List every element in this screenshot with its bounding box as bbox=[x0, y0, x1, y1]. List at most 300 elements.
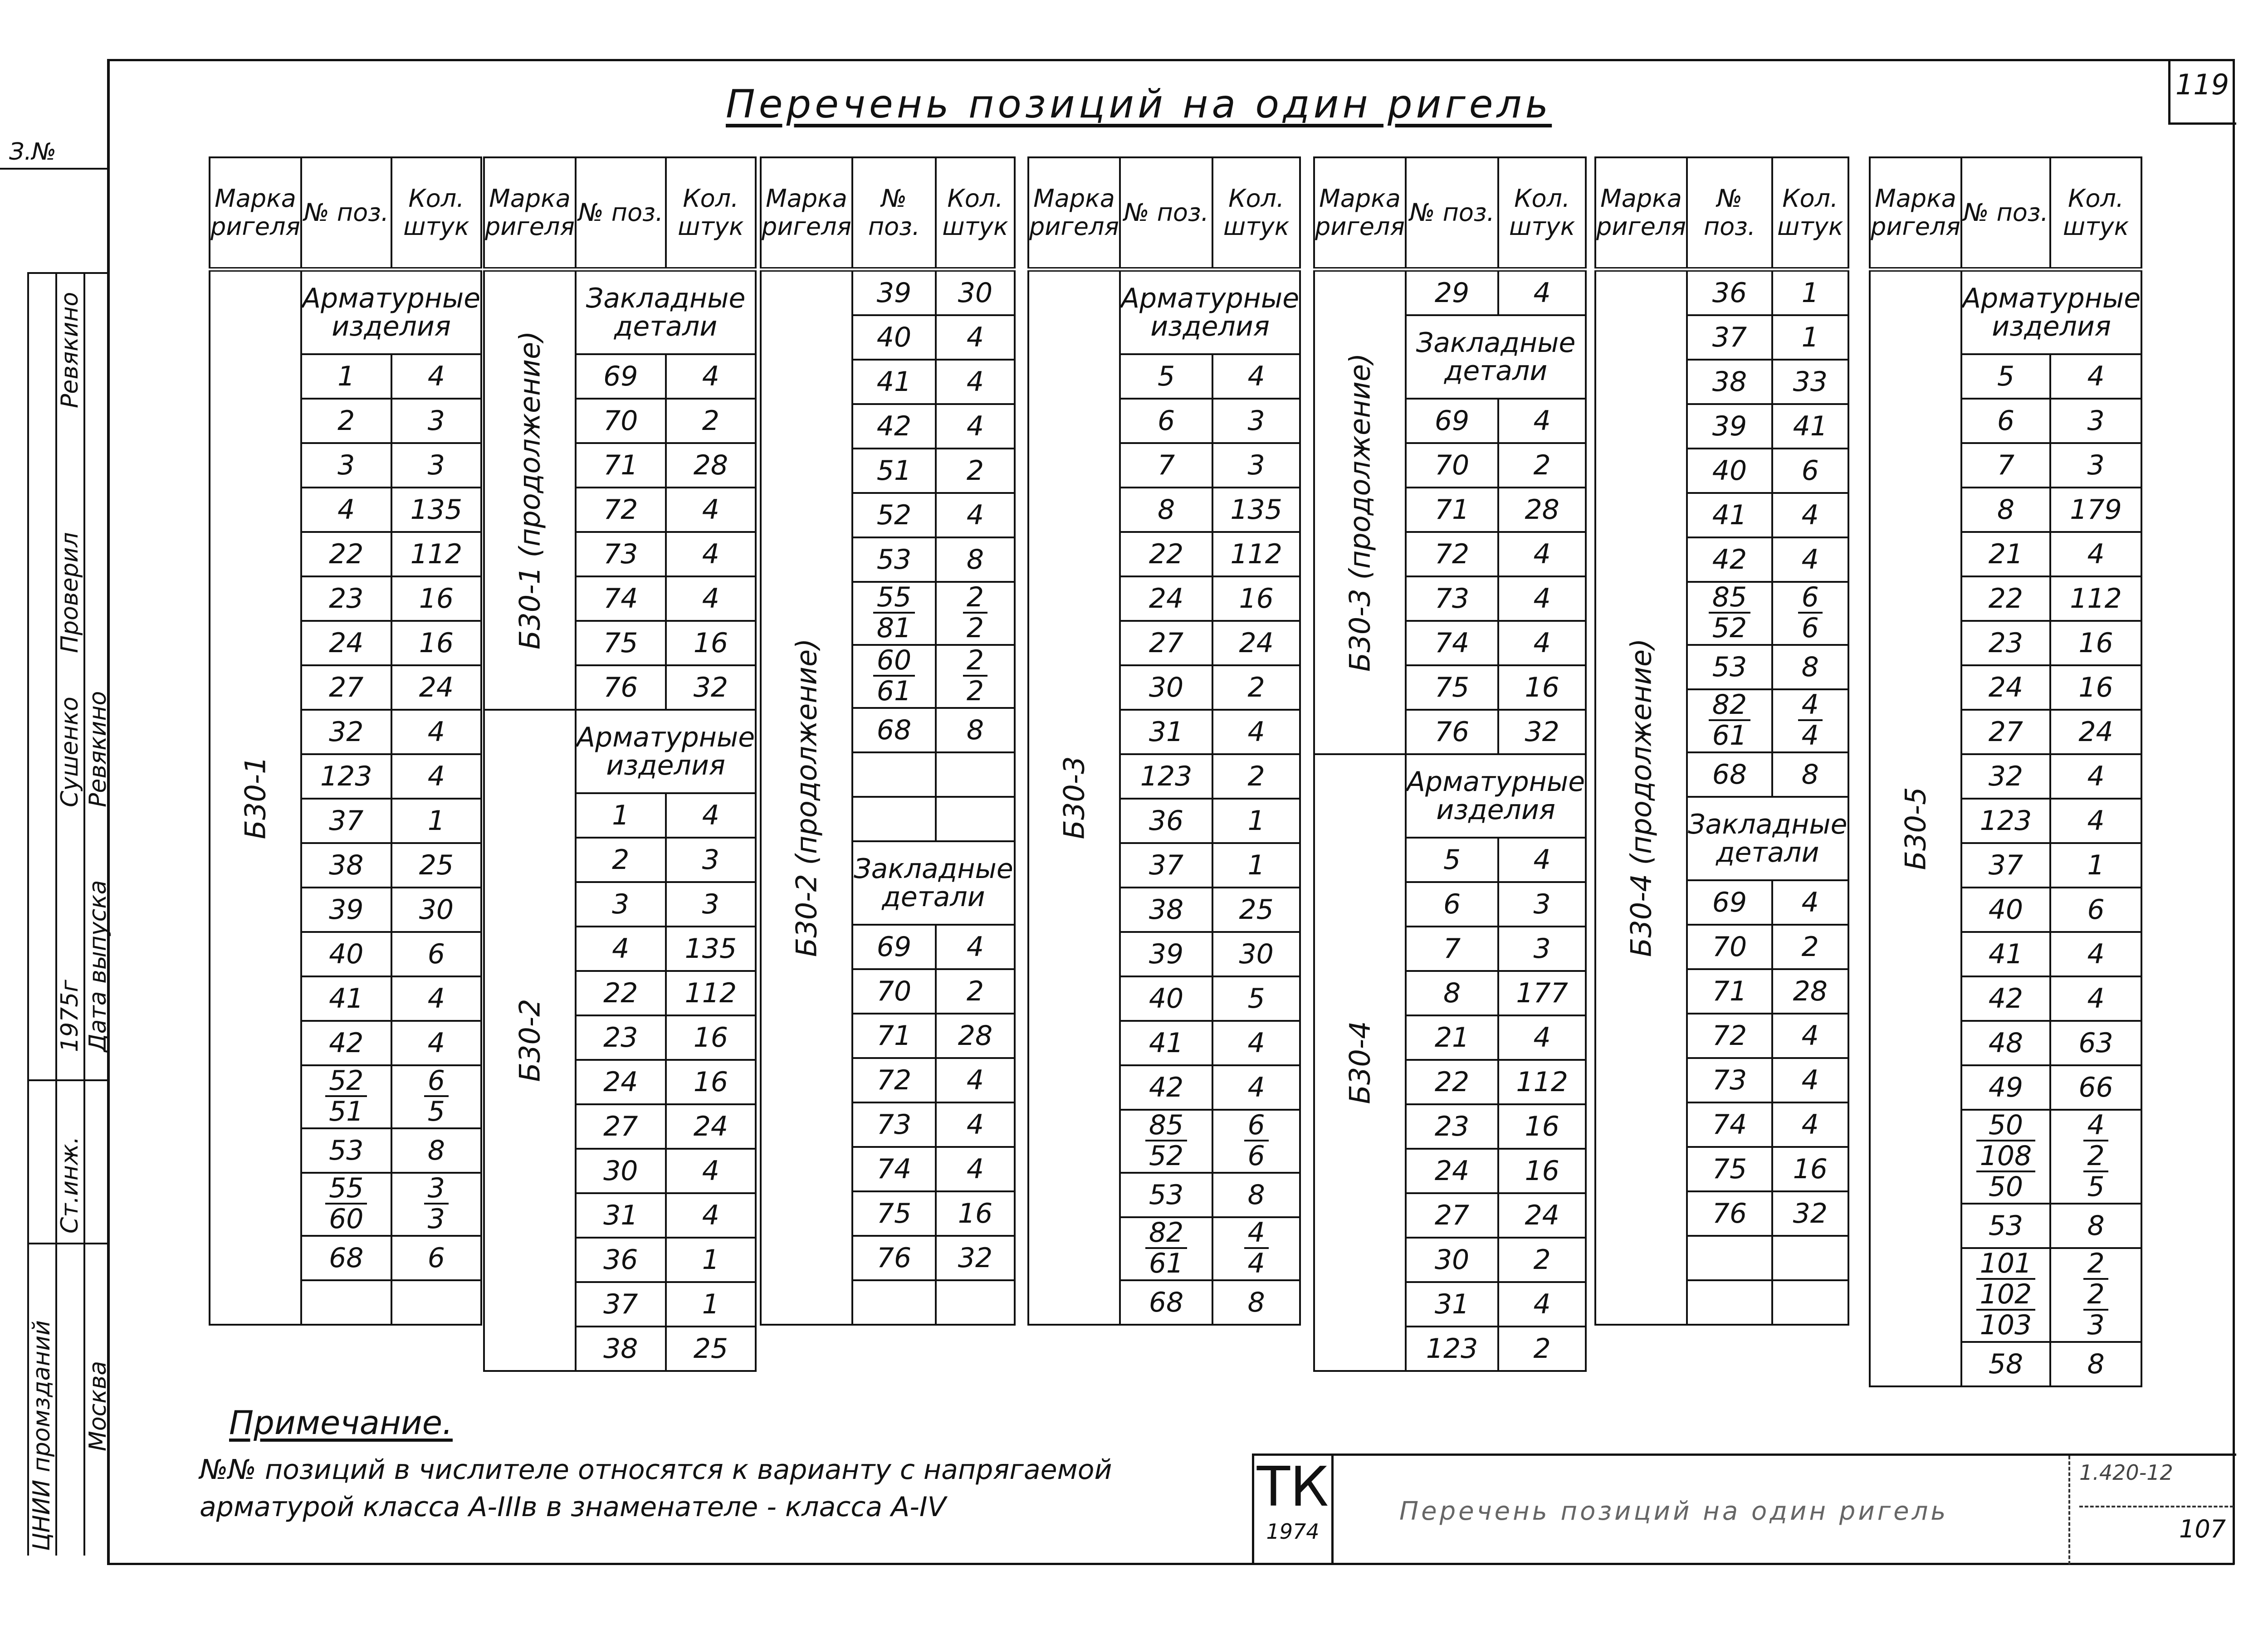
qty-cell: 1 bbox=[666, 1238, 756, 1282]
fraction-numerator: 55 bbox=[873, 583, 915, 614]
header-qty: Кол. штук bbox=[1498, 157, 1586, 269]
mark-cell bbox=[484, 710, 576, 1371]
fraction bbox=[424, 1174, 449, 1234]
qty-cell: 25 bbox=[666, 1327, 756, 1371]
pos-cell: 24 bbox=[1406, 1149, 1498, 1193]
mark-cell bbox=[1314, 269, 1406, 754]
qty-cell: 4 bbox=[936, 925, 1015, 969]
header-qty: Кол. штук bbox=[2050, 157, 2141, 269]
qty-cell: 2 bbox=[666, 399, 756, 443]
pos-cell: 53 bbox=[1961, 1204, 2050, 1248]
qty-cell: 4 bbox=[936, 1147, 1015, 1191]
qty-cell: 8 bbox=[936, 537, 1015, 582]
pos-cell: 37 bbox=[1961, 843, 2050, 888]
title-block-code: ТК bbox=[1256, 1456, 1329, 1519]
qty-cell: 3 bbox=[666, 838, 756, 882]
qty-cell: 4 bbox=[1772, 493, 1848, 537]
qty-cell: 3 bbox=[1498, 882, 1586, 927]
fraction bbox=[1976, 1111, 2036, 1201]
qty-cell bbox=[936, 752, 1015, 797]
pos-cell: 70 bbox=[852, 969, 936, 1014]
fraction-denominator: 3 bbox=[427, 1203, 445, 1235]
fraction-denominator: 103 bbox=[1980, 1309, 2032, 1341]
qty-cell: 63 bbox=[2050, 1021, 2141, 1065]
qty-cell bbox=[391, 1280, 482, 1325]
pos-cell: 53 bbox=[301, 1128, 391, 1173]
qty-cell bbox=[1212, 1110, 1300, 1173]
fraction-denominator: 4 bbox=[1801, 720, 1819, 751]
fraction-numerator: 60 bbox=[873, 646, 915, 677]
qty-cell: 4 bbox=[666, 488, 756, 532]
fraction-numerator: 82 bbox=[1145, 1218, 1187, 1249]
pos-cell bbox=[1961, 1248, 2050, 1342]
pos-cell: 31 bbox=[1120, 710, 1212, 754]
pos-cell: 30 bbox=[1120, 665, 1212, 710]
fraction-denominator: 81 bbox=[876, 612, 912, 644]
pos-cell: 36 bbox=[576, 1238, 666, 1282]
pos-cell: 68 bbox=[1120, 1280, 1212, 1325]
pos-cell: 36 bbox=[1687, 269, 1772, 315]
qty-cell bbox=[391, 1065, 482, 1128]
qty-cell: 1 bbox=[2050, 843, 2141, 888]
qty-cell: 16 bbox=[1212, 576, 1300, 621]
fraction bbox=[424, 1066, 449, 1126]
qty-cell: 135 bbox=[666, 927, 756, 971]
pos-cell: 39 bbox=[852, 269, 936, 315]
fraction-denominator: 108 bbox=[1976, 1141, 2036, 1172]
pos-cell: 8 bbox=[1120, 488, 1212, 532]
fraction-denominator: 50 bbox=[1988, 1171, 2024, 1203]
qty-cell: 16 bbox=[666, 621, 756, 665]
pos-cell: 31 bbox=[576, 1193, 666, 1238]
pos-cell: 2 bbox=[576, 838, 666, 882]
fraction-denominator: 102 bbox=[1976, 1280, 2036, 1311]
mark-label: Б30-3 bbox=[1057, 756, 1091, 839]
mark-label: Б30-1 bbox=[239, 756, 272, 839]
group-label: Закладные детали bbox=[852, 841, 1015, 925]
pos-cell: 73 bbox=[1406, 576, 1498, 621]
pos-cell: 75 bbox=[576, 621, 666, 665]
stamp-text: Проверил bbox=[56, 532, 83, 653]
pos-cell: 30 bbox=[576, 1149, 666, 1193]
qty-cell: 16 bbox=[666, 1015, 756, 1060]
pos-cell: 123 bbox=[1406, 1327, 1498, 1371]
qty-cell: 8 bbox=[1212, 1280, 1300, 1325]
header-mark: Марка ригеля bbox=[1314, 157, 1406, 269]
pos-cell: 32 bbox=[301, 710, 391, 754]
pos-cell: 23 bbox=[576, 1015, 666, 1060]
qty-cell: 2 bbox=[936, 449, 1015, 493]
qty-cell: 4 bbox=[666, 793, 756, 838]
qty-cell: 4 bbox=[1498, 269, 1586, 315]
qty-cell: 32 bbox=[666, 665, 756, 710]
mark-cell bbox=[484, 269, 576, 710]
fraction-numerator: 52 bbox=[325, 1066, 367, 1097]
pos-cell: 72 bbox=[576, 488, 666, 532]
stamp-text: Москва bbox=[84, 1361, 112, 1451]
qty-cell: 8 bbox=[391, 1128, 482, 1173]
qty-cell bbox=[391, 1173, 482, 1236]
qty-cell: 8 bbox=[2050, 1342, 2141, 1386]
pos-cell: 22 bbox=[301, 532, 391, 576]
qty-cell: 32 bbox=[1772, 1191, 1848, 1236]
pos-cell: 6 bbox=[1120, 399, 1212, 443]
mark-label: Б30-2 bbox=[513, 999, 547, 1082]
pos-cell bbox=[1687, 689, 1772, 752]
fraction-denominator: 2 bbox=[966, 612, 984, 644]
corner-label: З.№ bbox=[9, 138, 56, 166]
pos-cell: 27 bbox=[301, 665, 391, 710]
qty-cell: 4 bbox=[936, 1058, 1015, 1102]
qty-cell: 4 bbox=[1212, 354, 1300, 399]
pos-cell: 38 bbox=[1120, 888, 1212, 932]
qty-cell: 16 bbox=[936, 1191, 1015, 1236]
fraction-numerator: 6 bbox=[1798, 583, 1823, 614]
header-qty: Кол. штук bbox=[391, 157, 482, 269]
pos-cell: 72 bbox=[1406, 532, 1498, 576]
positions-table bbox=[1027, 156, 1301, 1326]
qty-cell bbox=[936, 582, 1015, 645]
qty-cell: 8 bbox=[1212, 1173, 1300, 1217]
qty-cell: 2 bbox=[1498, 1238, 1586, 1282]
title-block-divider bbox=[2079, 1506, 2234, 1507]
qty-cell: 4 bbox=[391, 1021, 482, 1065]
pos-cell: 73 bbox=[852, 1102, 936, 1147]
pos-cell: 42 bbox=[1961, 976, 2050, 1021]
fraction-numerator: 4 bbox=[1798, 690, 1823, 721]
pos-cell: 58 bbox=[1961, 1342, 2050, 1386]
stamp-text: Ревякино bbox=[84, 691, 112, 807]
note-text: №№ позиций в числителе относятся к варианту с напрягаемой арматурой класса А-IIIв в знаменателе - класса А-IV bbox=[200, 1454, 1112, 1523]
pos-cell: 4 bbox=[301, 488, 391, 532]
pos-cell: 24 bbox=[1120, 576, 1212, 621]
group-label: Арматурные изделия bbox=[301, 269, 481, 354]
qty-cell: 4 bbox=[1772, 537, 1848, 582]
qty-cell: 112 bbox=[2050, 576, 2141, 621]
qty-cell: 4 bbox=[2050, 354, 2141, 399]
pos-cell: 74 bbox=[852, 1147, 936, 1191]
mark-label: Б30-5 bbox=[1899, 787, 1932, 870]
stamp-text: ЦНИИ промзданий bbox=[28, 1320, 55, 1551]
qty-cell: 16 bbox=[1498, 1104, 1586, 1149]
pos-cell: 42 bbox=[852, 404, 936, 449]
qty-cell: 28 bbox=[1498, 488, 1586, 532]
qty-cell: 8 bbox=[2050, 1204, 2141, 1248]
positions-table bbox=[1313, 156, 1587, 1372]
header-pos: № поз. bbox=[852, 157, 936, 269]
fraction-denominator: 4 bbox=[1247, 1248, 1265, 1279]
qty-cell: 6 bbox=[391, 1236, 482, 1280]
qty-cell: 177 bbox=[1498, 971, 1586, 1015]
pos-cell: 69 bbox=[576, 354, 666, 399]
qty-cell: 4 bbox=[391, 754, 482, 799]
mark-cell bbox=[210, 269, 301, 1325]
mark-label: Б30-1 (продолжение) bbox=[513, 331, 547, 650]
pos-cell: 41 bbox=[301, 976, 391, 1021]
pos-cell: 27 bbox=[1961, 710, 2050, 754]
page-title: Перечень позиций на один ригель bbox=[726, 82, 1552, 127]
header-pos: № поз. bbox=[301, 157, 391, 269]
fraction-numerator: 4 bbox=[1244, 1218, 1269, 1249]
group-label: Закладные детали bbox=[1687, 797, 1848, 880]
mark-label: Б30-3 (продолжение) bbox=[1343, 353, 1377, 672]
qty-cell bbox=[1772, 1280, 1848, 1325]
stamp-line bbox=[55, 272, 57, 1556]
pos-cell: 32 bbox=[1961, 754, 2050, 799]
group-label: Арматурные изделия bbox=[1406, 754, 1586, 838]
qty-cell: 4 bbox=[936, 493, 1015, 537]
header-pos: № поз. bbox=[1961, 157, 2050, 269]
pos-cell bbox=[301, 1280, 391, 1325]
qty-cell: 4 bbox=[666, 1193, 756, 1238]
qty-cell: 4 bbox=[1498, 399, 1586, 443]
qty-cell: 1 bbox=[1212, 799, 1300, 843]
qty-cell: 3 bbox=[1498, 927, 1586, 971]
fraction bbox=[963, 583, 987, 643]
qty-cell: 112 bbox=[666, 971, 756, 1015]
qty-cell: 4 bbox=[1498, 532, 1586, 576]
pos-cell bbox=[1687, 1236, 1772, 1280]
fraction-numerator: 85 bbox=[1145, 1111, 1187, 1141]
pos-cell: 37 bbox=[576, 1282, 666, 1327]
pos-cell: 27 bbox=[1120, 621, 1212, 665]
qty-cell: 28 bbox=[1772, 969, 1848, 1014]
fraction-numerator: 55 bbox=[325, 1174, 367, 1205]
pos-cell bbox=[1961, 1110, 2050, 1204]
pos-cell: 69 bbox=[1406, 399, 1498, 443]
qty-cell: 4 bbox=[1498, 576, 1586, 621]
pos-cell: 75 bbox=[852, 1191, 936, 1236]
group-label: Арматурные изделия bbox=[1961, 269, 2141, 354]
pos-cell: 72 bbox=[1687, 1014, 1772, 1058]
qty-cell: 112 bbox=[391, 532, 482, 576]
header-mark: Марка ригеля bbox=[484, 157, 576, 269]
pos-cell: 37 bbox=[1120, 843, 1212, 888]
pos-cell: 22 bbox=[1961, 576, 2050, 621]
fraction-denominator: 5 bbox=[427, 1096, 445, 1127]
qty-cell: 5 bbox=[1212, 976, 1300, 1021]
mark-label: Б30-4 bbox=[1343, 1021, 1377, 1104]
pos-cell: 24 bbox=[576, 1060, 666, 1104]
qty-cell: 24 bbox=[2050, 710, 2141, 754]
qty-cell bbox=[2050, 1110, 2141, 1204]
pos-cell bbox=[1687, 582, 1772, 645]
positions-table bbox=[1594, 156, 1849, 1326]
pos-cell: 68 bbox=[1687, 752, 1772, 797]
pos-cell bbox=[1120, 1217, 1212, 1280]
stamp-line bbox=[27, 1079, 107, 1081]
header-qty: Кол. штук bbox=[936, 157, 1015, 269]
qty-cell: 4 bbox=[391, 710, 482, 754]
qty-cell: 4 bbox=[2050, 799, 2141, 843]
pos-cell bbox=[301, 1065, 391, 1128]
qty-cell: 8 bbox=[1772, 645, 1848, 689]
pos-cell bbox=[1687, 1280, 1772, 1325]
fraction bbox=[963, 646, 987, 706]
qty-cell: 4 bbox=[391, 354, 482, 399]
qty-cell: 4 bbox=[1212, 1065, 1300, 1110]
group-label: Закладные детали bbox=[576, 269, 756, 354]
pos-cell: 3 bbox=[301, 443, 391, 488]
mark-cell bbox=[1028, 269, 1120, 1325]
qty-cell bbox=[1212, 1217, 1300, 1280]
fraction-denominator: 61 bbox=[1149, 1248, 1184, 1279]
pos-cell bbox=[852, 645, 936, 708]
fraction-numerator: 4 bbox=[2083, 1111, 2108, 1141]
sheet-number: 119 bbox=[2175, 68, 2229, 101]
pos-cell: 68 bbox=[852, 708, 936, 752]
positions-table bbox=[209, 156, 482, 1326]
title-block-sheet: 107 bbox=[2179, 1515, 2226, 1543]
header-qty: Кол. штук bbox=[1212, 157, 1300, 269]
title-block-series: 1.420-12 bbox=[2079, 1460, 2173, 1485]
qty-cell: 16 bbox=[2050, 665, 2141, 710]
stamp-text: Ревякино bbox=[56, 292, 83, 408]
fraction bbox=[1244, 1111, 1269, 1171]
pos-cell: 41 bbox=[1961, 932, 2050, 976]
mark-cell bbox=[1595, 269, 1687, 1325]
qty-cell: 4 bbox=[391, 976, 482, 1021]
fraction-denominator: 52 bbox=[1712, 612, 1747, 644]
qty-cell: 30 bbox=[391, 888, 482, 932]
frame-left-border bbox=[107, 59, 110, 1565]
qty-cell: 112 bbox=[1498, 1060, 1586, 1104]
pos-cell: 7 bbox=[1120, 443, 1212, 488]
pos-cell: 23 bbox=[301, 576, 391, 621]
qty-cell bbox=[2050, 1248, 2141, 1342]
qty-cell: 4 bbox=[2050, 532, 2141, 576]
qty-cell: 135 bbox=[1212, 488, 1300, 532]
fraction bbox=[1976, 1249, 2036, 1340]
pos-cell: 71 bbox=[1687, 969, 1772, 1014]
fraction-numerator: 85 bbox=[1709, 583, 1750, 614]
qty-cell bbox=[936, 645, 1015, 708]
stamp-line bbox=[27, 272, 107, 274]
pos-cell: 21 bbox=[1406, 1015, 1498, 1060]
qty-cell: 3 bbox=[1212, 399, 1300, 443]
qty-cell: 30 bbox=[936, 269, 1015, 315]
pos-cell: 74 bbox=[576, 576, 666, 621]
pos-cell: 7 bbox=[1961, 443, 2050, 488]
pos-cell: 39 bbox=[1687, 404, 1772, 449]
fraction-numerator: 6 bbox=[424, 1066, 449, 1097]
stamp-text: Сушенко bbox=[56, 697, 83, 807]
qty-cell: 32 bbox=[1498, 710, 1586, 754]
fraction-denominator: 2 bbox=[2083, 1141, 2108, 1172]
positions-table bbox=[483, 156, 757, 1372]
header-pos: № поз. bbox=[1406, 157, 1498, 269]
qty-cell: 24 bbox=[1498, 1193, 1586, 1238]
qty-cell: 112 bbox=[1212, 532, 1300, 576]
fraction-numerator: 3 bbox=[424, 1174, 449, 1205]
qty-cell: 2 bbox=[1212, 754, 1300, 799]
positions-table bbox=[1869, 156, 2142, 1387]
pos-cell bbox=[852, 797, 936, 841]
title-block-right bbox=[2068, 1456, 2238, 1565]
pos-cell bbox=[301, 1173, 391, 1236]
qty-cell: 2 bbox=[1772, 925, 1848, 969]
qty-cell: 1 bbox=[1212, 843, 1300, 888]
qty-cell: 16 bbox=[666, 1060, 756, 1104]
frame-top-border bbox=[107, 59, 2234, 61]
pos-cell: 39 bbox=[1120, 932, 1212, 976]
fraction-denominator: 2 bbox=[2083, 1280, 2108, 1311]
header-pos: № поз. bbox=[576, 157, 666, 269]
mark-label: Б30-4 (продолжение) bbox=[1624, 638, 1658, 957]
mark-cell bbox=[761, 269, 852, 1325]
qty-cell: 3 bbox=[666, 882, 756, 927]
pos-cell: 8 bbox=[1961, 488, 2050, 532]
qty-cell: 16 bbox=[2050, 621, 2141, 665]
pos-cell: 6 bbox=[1961, 399, 2050, 443]
fraction bbox=[1798, 583, 1823, 643]
qty-cell: 135 bbox=[391, 488, 482, 532]
stamp-text: Дата выпуска bbox=[84, 880, 112, 1052]
qty-cell: 4 bbox=[2050, 976, 2141, 1021]
title-block-name: Перечень позиций на один ригель bbox=[1399, 1497, 1949, 1526]
qty-cell: 4 bbox=[2050, 932, 2141, 976]
pos-cell: 69 bbox=[852, 925, 936, 969]
qty-cell: 8 bbox=[1772, 752, 1848, 797]
header-pos: № поз. bbox=[1120, 157, 1212, 269]
header-mark: Марка ригеля bbox=[210, 157, 301, 269]
fraction bbox=[873, 646, 915, 706]
fraction bbox=[1709, 690, 1750, 750]
header-mark: Марка ригеля bbox=[1595, 157, 1687, 269]
pos-cell: 2 bbox=[301, 399, 391, 443]
fraction-numerator: 101 bbox=[1976, 1249, 2036, 1280]
group-label: Закладные детали bbox=[1406, 315, 1586, 399]
qty-cell: 4 bbox=[1498, 621, 1586, 665]
qty-cell: 4 bbox=[936, 360, 1015, 404]
stamp-line bbox=[27, 1243, 107, 1244]
qty-cell: 16 bbox=[391, 576, 482, 621]
qty-cell: 2 bbox=[936, 969, 1015, 1014]
pos-cell: 73 bbox=[576, 532, 666, 576]
qty-cell: 4 bbox=[936, 404, 1015, 449]
pos-cell: 73 bbox=[1687, 1058, 1772, 1102]
pos-cell bbox=[852, 752, 936, 797]
pos-cell: 76 bbox=[576, 665, 666, 710]
pos-cell: 123 bbox=[1120, 754, 1212, 799]
title-block-code-small: 1974 bbox=[1266, 1519, 1320, 1544]
header-mark: Марка ригеля bbox=[1028, 157, 1120, 269]
pos-cell: 71 bbox=[576, 443, 666, 488]
pos-cell: 40 bbox=[1120, 976, 1212, 1021]
qty-cell: 4 bbox=[1772, 1058, 1848, 1102]
pos-cell: 123 bbox=[301, 754, 391, 799]
pos-cell: 5 bbox=[1961, 354, 2050, 399]
pos-cell: 36 bbox=[1120, 799, 1212, 843]
pos-cell: 42 bbox=[1687, 537, 1772, 582]
stamp-text: Ст.инж. bbox=[56, 1136, 83, 1234]
pos-cell: 70 bbox=[1687, 925, 1772, 969]
pos-cell: 52 bbox=[852, 493, 936, 537]
fraction bbox=[1244, 1218, 1269, 1278]
pos-cell: 53 bbox=[1687, 645, 1772, 689]
title-block bbox=[1252, 1454, 2236, 1565]
qty-cell: 41 bbox=[1772, 404, 1848, 449]
approval-stamp bbox=[27, 272, 112, 1556]
title-block-code-cell bbox=[1254, 1456, 1334, 1565]
mark-cell bbox=[1870, 269, 1961, 1386]
fraction bbox=[1145, 1218, 1187, 1278]
fraction-denominator: 5 bbox=[2087, 1171, 2105, 1203]
pos-cell: 24 bbox=[301, 621, 391, 665]
note-title: Примечание. bbox=[229, 1404, 453, 1442]
fraction-denominator: 6 bbox=[1801, 612, 1819, 644]
header-mark: Марка ригеля bbox=[1870, 157, 1961, 269]
